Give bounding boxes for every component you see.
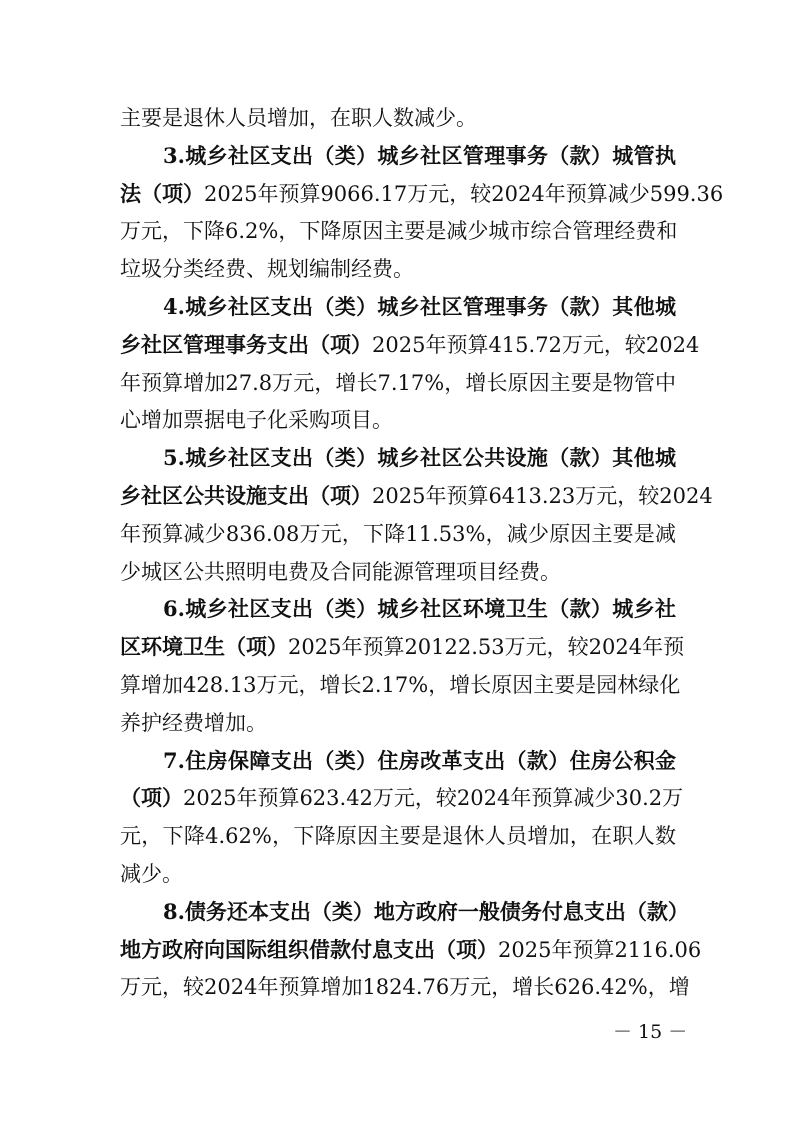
paragraph-line: 区环境卫生（项）2025年预算20122.53万元，较2024年预 [120,634,685,660]
paragraph-line: 少城区公共照明电费及合同能源管理项目经费。 [120,559,561,584]
paragraph-line: 乡社区公共设施支出（项）2025年预算6413.23万元，较2024 [120,483,713,508]
heading-line: 5.城乡社区支出（类）城乡社区公共设施（款）其他城 [163,445,676,471]
paragraph-line: 主要是退休人员增加，在职人数减少。 [120,106,477,130]
page-number-text: － 15 － [613,1021,688,1043]
paragraph-line: 万元，较2024年预算增加1824.76万元，增长626.42%，增 [120,975,690,1000]
paragraph-line: 地方政府向国际组织借款付息支出（项）2025年预算2116.06 [120,936,702,962]
paragraph-line: 万元，下降6.2%，下降原因主要是减少城市综合管理经费和 [120,219,678,244]
paragraph-line: 心增加票据电子化采购项目。 [120,408,393,433]
paragraph-line: 乡社区管理事务支出（项）2025年预算415.72万元，较2024 [120,331,700,357]
heading-line: 4.城乡社区支出（类）城乡社区管理事务（款）其他城 [163,294,676,319]
paragraph-line: 年预算增加27.8万元，增长7.17%，增长原因主要是物管中 [120,370,676,395]
paragraph-line: （项）2025年预算623.42万元，较2024年预算减少30.2万 [120,785,684,811]
heading-line: 6.城乡社区支出（类）城乡社区环境卫生（款）城乡社 [163,596,676,622]
heading-line: 3.城乡社区支出（类）城乡社区管理事务（款）城管执 [163,142,676,168]
page-number [0,1020,793,1044]
paragraph-line: 垃圾分类经费、规划编制经费。 [120,257,414,282]
heading-line: 8.债务还本支出（类）地方政府一般债务付息支出（款） [163,898,689,924]
paragraph-line: 年预算减少836.08万元，下降11.53%，减少原因主要是减 [120,521,676,546]
paragraph-line: 减少。 [120,862,183,886]
heading-line: 7.住房保障支出（类）住房改革支出（款）住房公积金 [163,747,676,773]
paragraph-line: 法（项）2025年预算9066.17万元，较2024年预算减少599.36 [120,180,724,206]
paragraph-line: 元，下降4.62%，下降原因主要是退休人员增加，在职人数 [120,824,676,849]
paragraph-line: 算增加428.13万元，增长2.17%，增长原因主要是园林绿化 [120,673,681,697]
paragraph-line: 养护经费增加。 [120,710,267,735]
